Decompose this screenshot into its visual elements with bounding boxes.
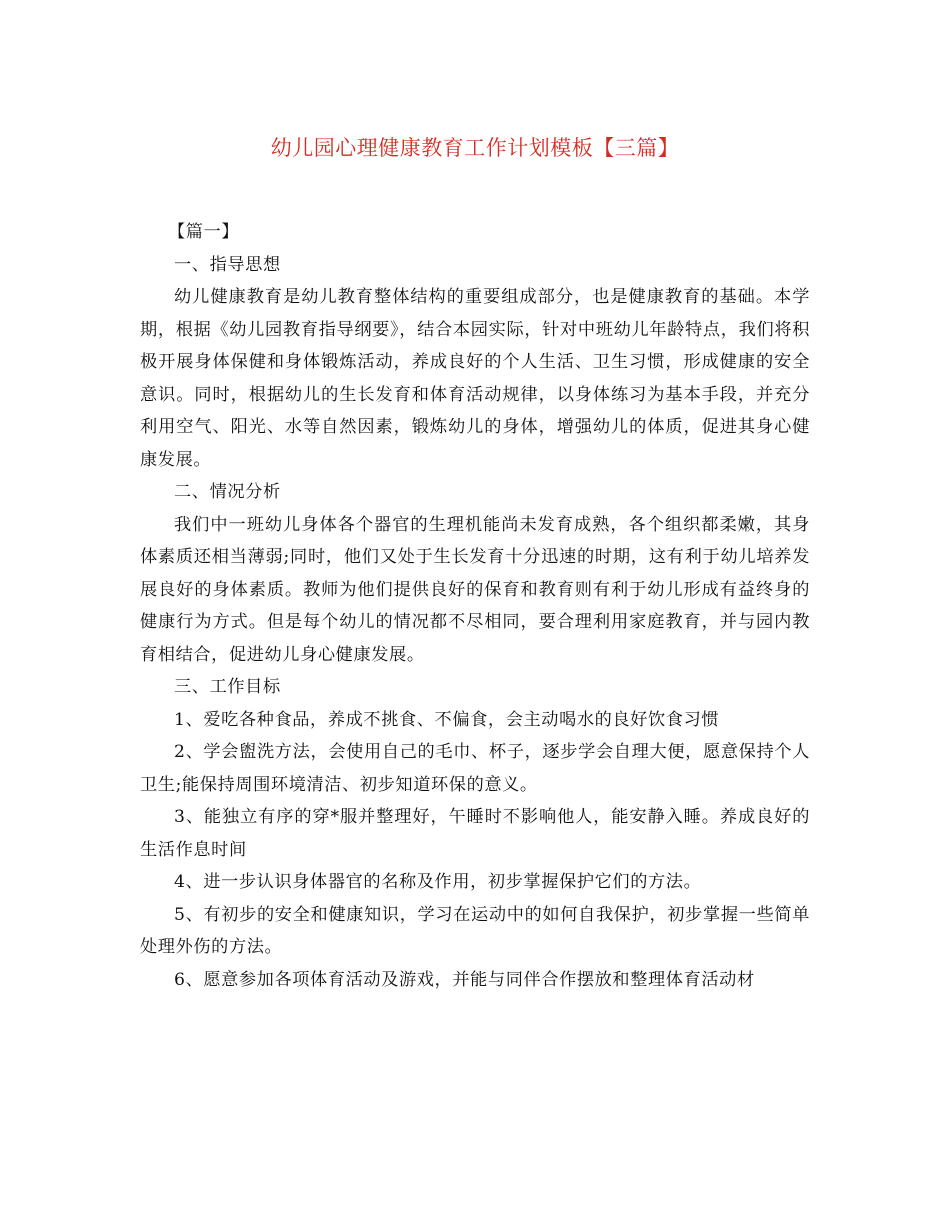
heading-situation-analysis: 二、情况分析: [174, 482, 281, 502]
heading-work-goals: 三、工作目标: [174, 677, 281, 697]
document-title: 幼儿园心理健康教育工作计划模板【三篇】: [270, 136, 680, 160]
goal-item-4: 4、进一步认识身体器官的名称及作用，初步掌握保护它们的方法。: [174, 872, 702, 892]
heading-guiding-ideology: 一、指导思想: [174, 254, 281, 275]
goal-item-3: 3、能独立有序的穿*服并整理好，午睡时不影响他人，能安静入睡。养成良好的生活作息时间: [140, 807, 810, 860]
goal-item-6: 6、愿意参加各项体育活动及游戏，并能与同伴合作摆放和整理体育活动材: [174, 969, 755, 990]
goal-item-2: 2、学会盥洗方法，会使用自己的毛巾、杯子，逐步学会自理大便，愿意保持个人卫生;能保持周围环境清洁、初步知道环保的意义。: [140, 742, 810, 795]
section-heading-part-one: 【篇一】: [168, 222, 240, 242]
paragraph-guiding-ideology: 幼儿健康教育是幼儿教育整体结构的重要组成部分，也是健康教育的基础。本学期，根据《幼儿园教育指导纲要》，结合本园实际，针对中班幼儿年龄特点，我们将积极开展身体保健和身体锻炼活动，养成良好的个人生活、卫生习惯，形成健康的安全意识。同时，根据幼儿的生长发育和体育活动规律，以身体练习为基本手段，并充分利用空气、阳光、水等自然因素，锻炼幼儿的身体，增强幼儿的体质，促进其身心健康发展。: [140, 287, 810, 470]
goal-item-1: 1、爱吃各种食品，养成不挑食、不偏食，会主动喝水的良好饮食习惯: [174, 709, 720, 730]
document-body: [140, 216, 810, 996]
paragraph-situation-analysis: 我们中一班幼儿身体各个器官的生理机能尚未发育成熟，各个组织都柔嫩，其身体素质还相当薄弱;同时，他们又处于生长发育十分迅速的时期，这有利于幼儿培养发展良好的身体素质。教师为他们提供良好的保育和教育则有利于幼儿形成有益终身的健康行为方式。但是每个幼儿的情况都不尽相同，要合理利用家庭教育，并与园内教育相结合，促进幼儿身心健康发展。: [140, 514, 810, 665]
goal-item-5: 5、有初步的安全和健康知识，学习在运动中的如何自我保护，初步掌握一些简单处理外伤的方法。: [140, 904, 810, 957]
